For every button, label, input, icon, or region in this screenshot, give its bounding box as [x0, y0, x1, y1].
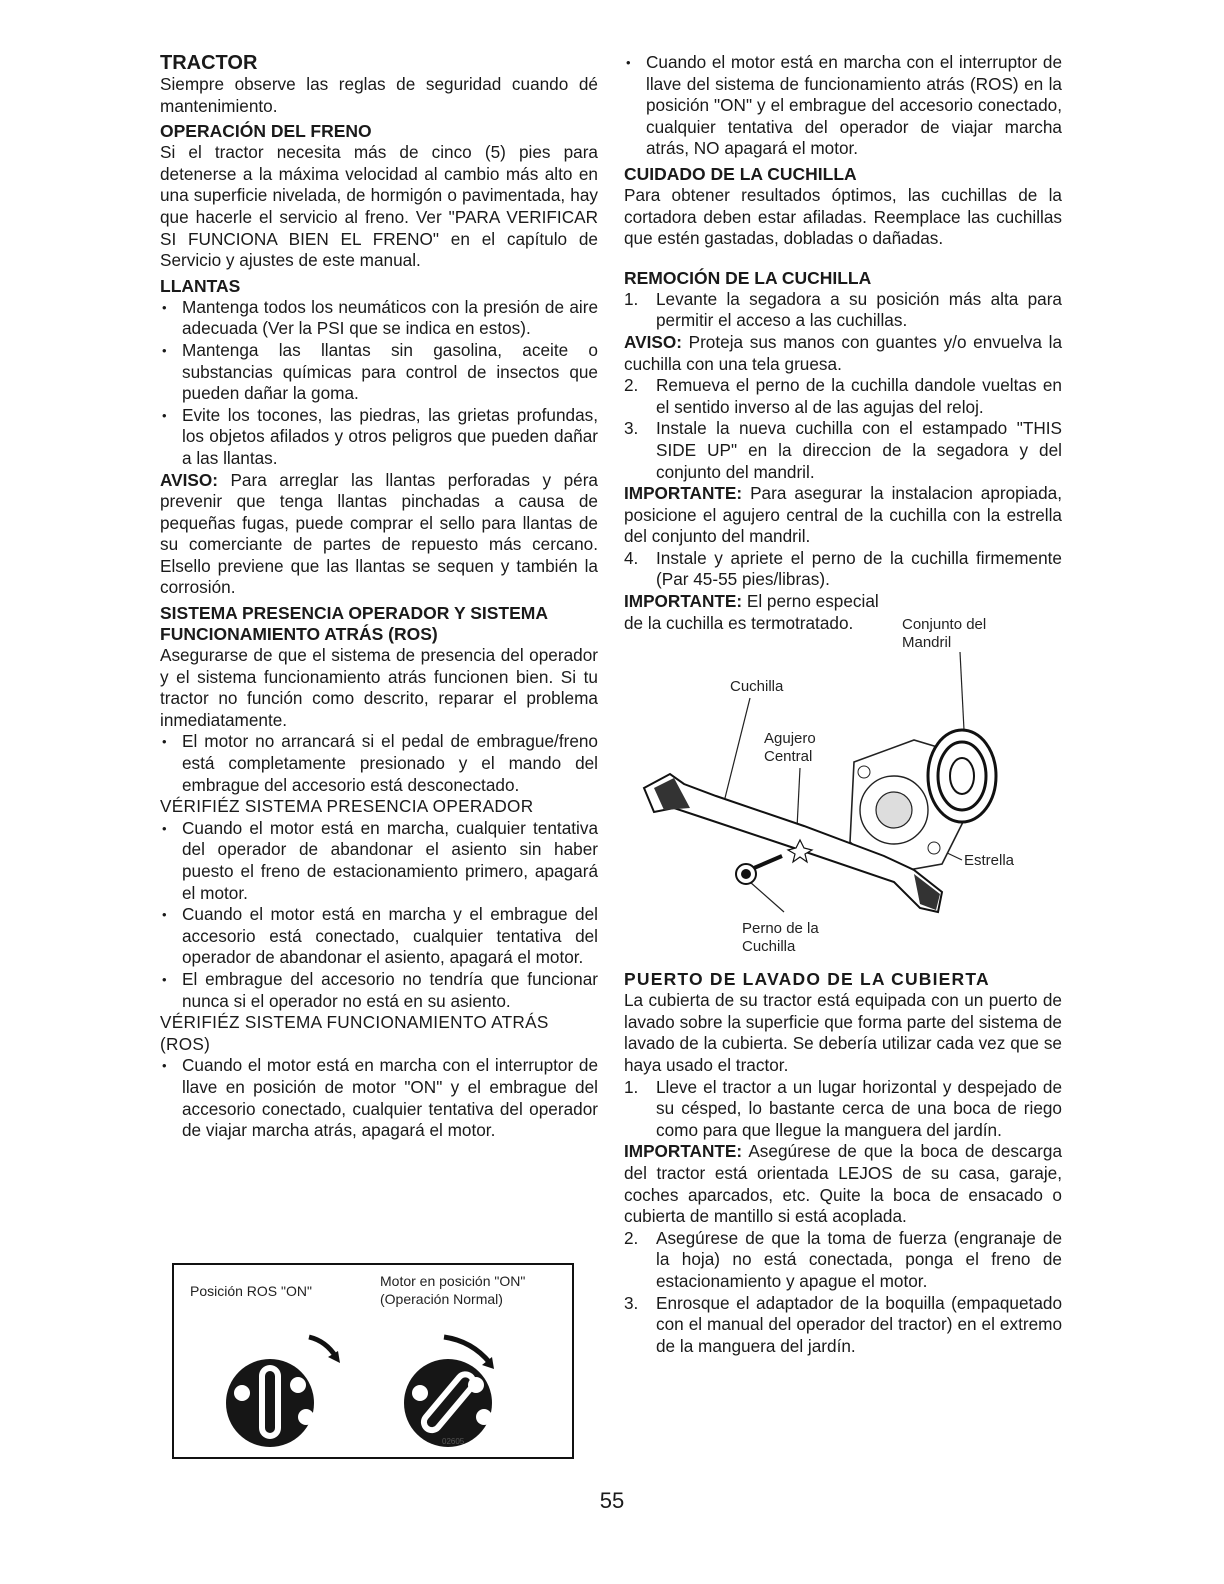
remocion-steps-a: [624, 289, 1062, 332]
importante-paragraph: IMPORTANTE: El perno especial de la cuchilla es termotratado.: [624, 591, 879, 633]
list-item: • El motor no arrancará si el pedal de embrague/freno está completamente presionado y el mando del embrague del accesorio está desconectado.: [160, 731, 598, 796]
importante-label: IMPORTANTE:: [624, 483, 743, 504]
llantas-heading: LLANTAS: [160, 275, 241, 296]
verif-presencia-list: [160, 818, 598, 1012]
cuidado-heading: CUIDADO DE LA CUCHILLA: [624, 163, 857, 184]
puerto-heading: PUERTO DE LAVADO DE LA CUBIERTA: [624, 969, 990, 990]
aviso-label: AVISO:: [160, 469, 218, 490]
llantas-list: [160, 297, 598, 470]
importante-paragraph: IMPORTANTE: Para asegurar la instalacion apropiada, posicione el agujero central de la cuchilla con la estrella del conjunto del mandril.: [624, 483, 1063, 547]
sistema-heading: SISTEMA PRESENCIA OPERADOR Y SISTEMA FUNCIONAMIENTO ATRÁS (ROS): [160, 603, 548, 645]
ros-figure: [172, 1263, 574, 1459]
list-item: 2. Remueva el perno de la cuchilla dandole vueltas en el sentido inverso al de las agujas del reloj.: [624, 375, 1062, 417]
figure-label: Agujero: [764, 730, 816, 748]
cuidado-text: Para obtener resultados óptimos, las cuchillas de la cortadora deben estar afiladas. Reemplace las cuchillas que estén gastadas, dobladas o dañadas.: [624, 184, 1062, 249]
aviso-text: Para arreglar las llantas perforadas y péra prevenir que tenga llantas pinchadas a causa de pequeñas fugas, puede comprar el sello para llantas de su comerciante de partes de repuesto más cercano. Elsello previene que las llantas se sequen y también la corrosión.: [160, 469, 598, 598]
list-item: • Evite los tocones, las piedras, las grietas profundas, los objetos afilados y otros peligros que pueden dañar a las llantas.: [160, 405, 598, 470]
figure-label: Estrella: [964, 852, 1015, 870]
tractor-heading: TRACTOR: [160, 52, 258, 74]
list-item: • Mantenga todos los neumáticos con la presión de aire adecuada (Ver la PSI que se indica en estos).: [160, 297, 598, 340]
puerto-steps-b: [624, 1228, 1062, 1358]
svg-text:R: R: [268, 1349, 276, 1362]
list-item: • Cuando el motor está en marcha con el interruptor de llave en posición de motor "ON" y el embrague del accesorio conectado, cualquier tentativa del operador de viajar marcha atrás, apagará el motor.: [160, 1055, 598, 1141]
sistema-text: Asegurarse de que el sistema de presencia del operador y el sistema funcionamiento atrás funcionen bien. Si tu tractor no función como descrito, reparar el problema inmediatamente.: [160, 645, 598, 730]
aviso-text: Proteja sus manos con guantes y/o envuelva la cuchilla con una tela gruesa.: [624, 331, 1063, 374]
list-item: 4. Instale y apriete el perno de la cuchilla firmemente (Par 45-55 pies/libras).: [624, 547, 1062, 590]
puerto-steps-a: [624, 1077, 1062, 1142]
remocion-heading: REMOCIÓN DE LA CUCHILLA: [624, 267, 872, 288]
motor-on-label: Motor en posición "ON": [380, 1273, 526, 1289]
aviso-paragraph: [160, 470, 598, 600]
remocion-steps-b: [624, 375, 1062, 483]
verif-ros-list: [160, 1055, 598, 1141]
list-item: • El embrague del accesorio no tendría que funcionar nunca si el operador no está en su asiento.: [160, 969, 598, 1012]
list-item: 1. Levante la segadora a su posición más alta para permitir el acceso a las cuchillas.: [624, 288, 1062, 331]
ros-key-switch-icon: [214, 1307, 364, 1447]
verif-ros-heading: VÉRIFIÉZ SISTEMA FUNCIONAMIENTO ATRÁS (ROS): [160, 1012, 549, 1054]
left-column: [160, 52, 598, 1142]
figure-label: Conjunto del: [902, 616, 987, 634]
aviso-paragraph: [624, 332, 1062, 375]
sistema-list: [160, 731, 598, 796]
list-item: • Cuando el motor está en marcha con el interruptor de llave del sistema de funcionamiento atrás (ROS) en la posición "ON" y el embrague del accesorio conectado, cualquier tentativa del operador de viajar marcha atrás, NO apagará el motor.: [624, 52, 1062, 160]
page-number: 55: [599, 1488, 625, 1513]
ros-continued-list: [624, 52, 1062, 160]
blade-assembly-icon: [624, 612, 1062, 967]
figure-label: Cuchilla: [742, 938, 796, 956]
freno-text: Si el tractor necesita más de cinco (5) pies para detenerse a la máxima velocidad al cambio más alto en una superficie nivelada, de hormigón o pavimentada, hay que hacerle el servicio al freno. Ver "PARA VERIFICAR SI FUNCIONA BIEN EL FRENO" en el capítulo de Servicio y ajustes de este manual.: [160, 142, 598, 271]
puerto-text: La cubierta de su tractor está equipada con un puerto de lavado sobre la superficie que forma parte del sistema de lavado de la cubierta. Se debería utilizar cada vez que se haya usado el tractor.: [624, 990, 1062, 1076]
operacion-normal-label: (Operación Normal): [380, 1291, 503, 1307]
tractor-intro: Siempre observe las reglas de seguridad cuando dé mantenimiento.: [160, 74, 598, 116]
list-item: 3. Enrosque el adaptador de la boquilla (empaquetado con el manual del operador del tractor) en el extremo de la manguera del jardín.: [624, 1292, 1062, 1356]
right-column: [624, 52, 1062, 1357]
svg-text:R: R: [446, 1349, 454, 1362]
list-item: 2. Asegúrese de que la toma de fuerza (engranaje de la hoja) no está conectada, ponga el freno de estacionamiento y apague el motor.: [624, 1227, 1062, 1291]
blade-figure: [624, 612, 1062, 967]
figure-label: Cuchilla: [730, 678, 784, 696]
motor-key-switch-icon: [392, 1307, 542, 1447]
figure-label: Perno de la: [742, 920, 819, 938]
aviso-label: AVISO:: [624, 331, 682, 352]
list-item: 3. Instale la nueva cuchilla con el estampado "THIS SIDE UP" en la direccion de la segadora y del conjunto del mandril.: [624, 418, 1062, 482]
freno-heading: OPERACIÓN DEL FRENO: [160, 121, 372, 142]
remocion-steps-c: [624, 548, 1062, 591]
importante-paragraph: IMPORTANTE: Asegúrese de que la boca de descarga del tractor está orientada LEJOS de su casa, garaje, coches aparcados, etc. Quite la boca de ensacado o cubierta de mantillo si está acoplada.: [624, 1141, 1063, 1227]
ros-on-label: Posición ROS "ON": [190, 1283, 312, 1299]
list-item: • Cuando el motor está en marcha y el embrague del accesorio está conectado, cualquier tentativa del operador de abandonar el asiento, apagará el motor.: [160, 904, 598, 969]
list-item: 1. Lleve el tractor a un lugar horizontal y despejado de su césped, lo bastante cerca de una boca de riego como para que llegue la manguera del jardín.: [624, 1076, 1062, 1140]
figure-label: Mandril: [902, 634, 952, 652]
list-item: • Mantenga las llantas sin gasolina, aceite o substancias químicas para control de insectos que pueden dañar la goma.: [160, 340, 598, 405]
list-item: • Cuando el motor está en marcha, cualquier tentativa del operador de abandonar el asiento sin haber puesto el freno de estacionamiento primero, apagará el motor.: [160, 818, 598, 904]
verif-presencia-heading: VÉRIFIÉZ SISTEMA PRESENCIA OPERADOR: [160, 796, 534, 817]
figure-code: 02605: [442, 1437, 465, 1446]
figure-label: Central: [764, 748, 813, 766]
